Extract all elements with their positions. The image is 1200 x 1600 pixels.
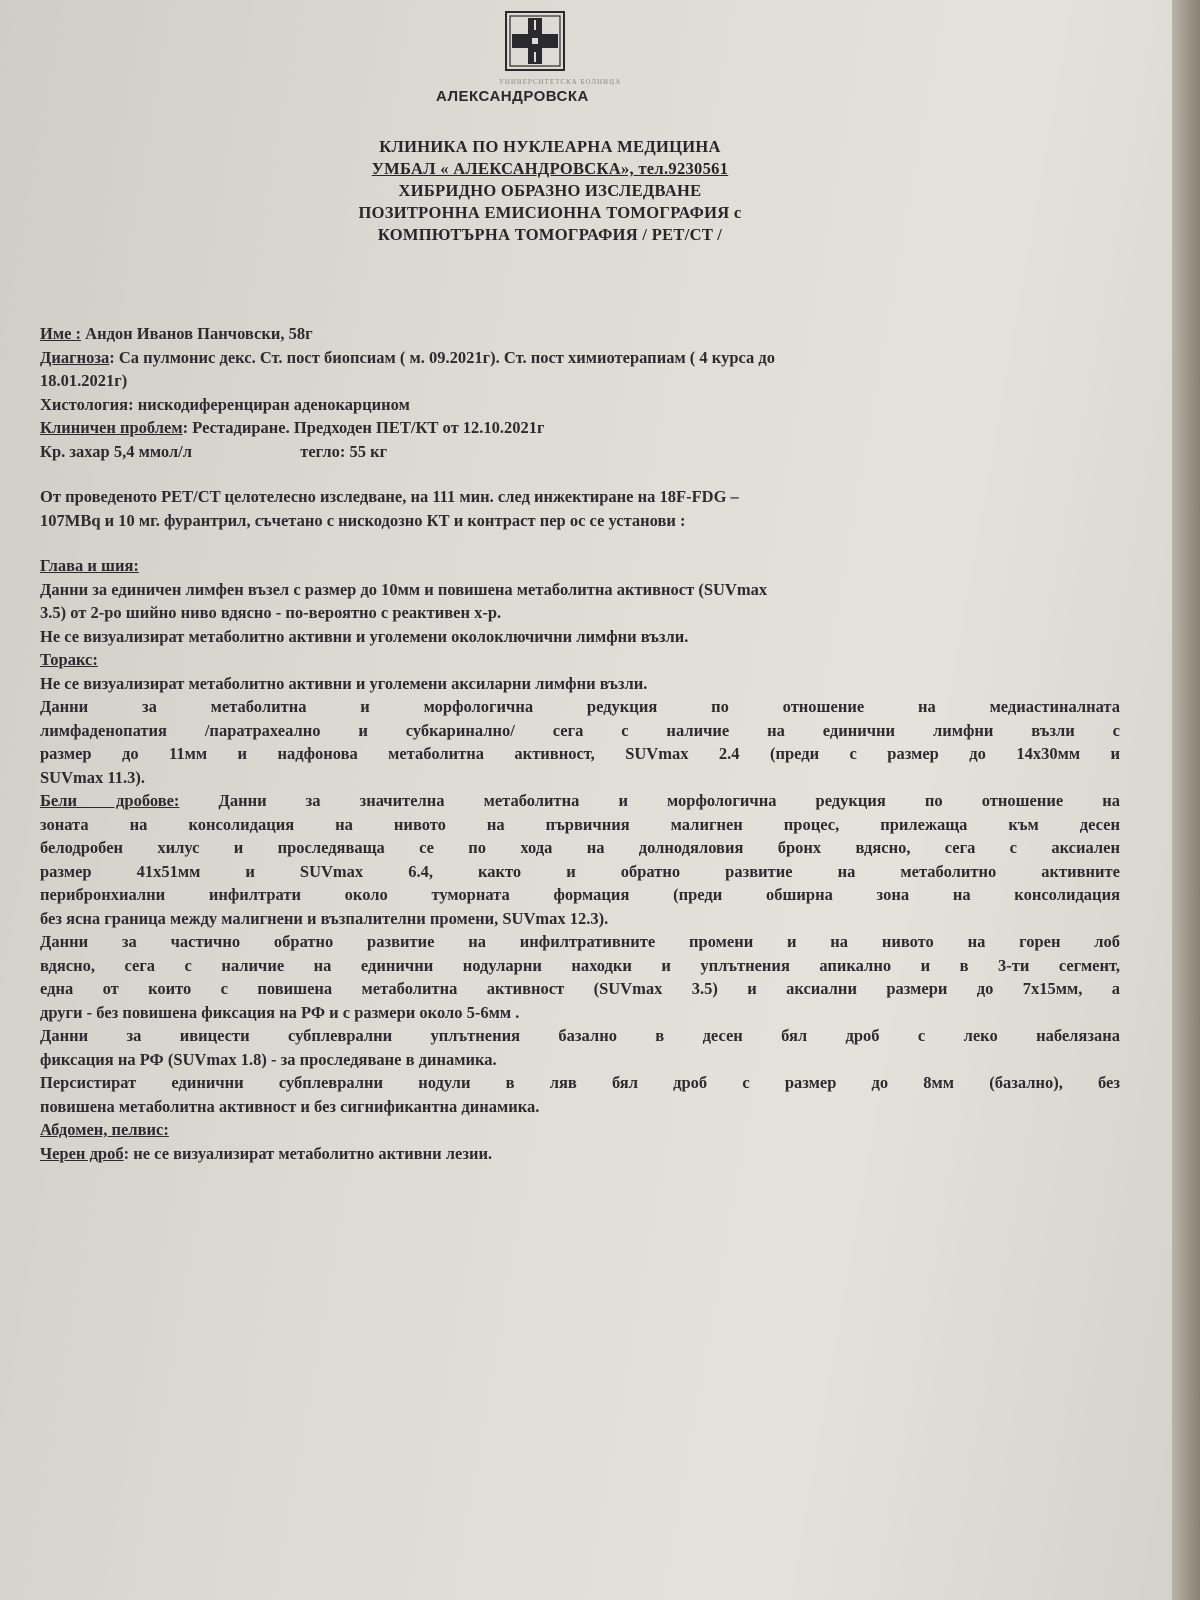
lungs-line-9: една от които с повишена метаболитна активност (SUVmax 3.5) и аксиални размери до 7х15мм, а [40,979,1120,998]
lungs-line-8: вдясно, сега с наличие на единични нодуларни находки и уплътнения апикално и в 3-ти сегмент, [40,955,1120,975]
lungs-line-13: Персистират единични субплеврални нодули в ляв бял дроб с размер до 8мм (базално), без [40,1073,1120,1092]
cross-logo-icon [502,8,568,74]
lungs-line-2: зоната на консолидация на нивото на първичния малигнен процес, прилежаща към десен [40,814,1120,834]
lungs-line-5: перибронхиални инфилтрати около туморната формация (преди обширна зона на консолидация [40,885,1120,904]
clinical-problem-line [40,416,1120,440]
diagnosis-value: : Ca пулмонис декс. Ст. пост биопсиам ( м. 09.2021г). Ст. пост химиотерапиам ( 4 курса до [109,347,776,367]
section-thorax-title: Торакс: [40,650,98,669]
lungs-line-14: повишена метаболитна активност и без сигнификантна динамика. [40,1096,540,1116]
report-body [40,322,1120,1165]
section-lungs-title: Бели дробове: [40,791,180,810]
section-abdomen-title: Абдомен, пелвис: [40,1120,169,1139]
thorax-line-1: Не се визуализират метаболитно активни и уголемени аксиларни лимфни възли. [40,673,648,693]
exam-title-1: ПОЗИТРОННА ЕМИСИОННА ТОМОГРАФИЯ с [358,203,742,222]
page-edge-shadow [1172,0,1200,1600]
lungs-line-7: Данни за частично обратно развитие на инфилтративните промени и на нивото на горен лоб [40,932,1120,951]
head-neck-line-3: Не се визуализират метаболитно активни и уголемени околоключични лимфни възли. [40,626,689,646]
logo-subtitle: УНИВЕРСИТЕТСКА БОЛНИЦА [498,78,622,86]
head-neck-line-1: Данни за единичен лимфен възел с размер до 10мм и повишена метаболитна активност (SUVmax [40,579,768,599]
hospital-logo [480,8,622,88]
body-weight: тегло: 55 кг [300,441,388,461]
clinic-name: КЛИНИКА ПО НУКЛЕАРНА МЕДИЦИНА [379,137,721,156]
histology-line: Хистология: нискодиференциран аденокарцином [40,394,410,414]
lungs-line-10: други - без повишена фиксация на РФ и с размери около 5-6мм . [40,1002,520,1022]
lungs-line-1 [40,789,1120,813]
lungs-line-6: без ясна граница между малигнени и възпалителни промени, SUVmax 12.3). [40,908,609,928]
report-header [290,136,810,246]
section-head-neck-title: Глава и шия: [40,556,139,575]
thorax-line-5: SUVmax 11.3). [40,767,145,787]
liver-line [40,1142,1120,1166]
logo-name: АЛЕКСАНДРОВСКА [436,88,589,105]
clinical-problem-value: : Рестадиране. Предходен ПЕТ/КТ от 12.10.2021г [182,418,545,437]
thorax-line-2: Данни за метаболитна и морфологична редукция по отношение на медиастиналната [40,697,1120,716]
blood-sugar: Кр. захар 5,4 ммол/л [40,441,192,461]
lungs-line-4: размер 41х51мм и SUVmax 6.4, както и обратно развитие на метаболитно активните [40,861,1120,881]
intro-line-1: От проведеното PET/CT целотелесно изследване, на 111 мин. след инжектиране на 18F-FDG – [40,487,739,506]
liver-label: Черен дроб [40,1143,124,1163]
head-neck-line-2: 3.5) от 2-ро шийно ниво вдясно - по-вероятно с реактивен х-р. [40,603,502,622]
thorax-line-3: лимфаденопатия /паратрахеално и субкаринално/ сега с наличие на единични лимфни възли с [40,720,1120,740]
diagnosis-label: Диагноза [40,347,110,367]
exam-type: ХИБРИДНО ОБРАЗНО ИЗСЛЕДВАНЕ [398,181,702,200]
thorax-line-4: размер до 11мм и надфонова метаболитна активност, SUVmax 2.4 (преди с размер до 14х30мм и [40,744,1120,763]
hospital-contact: УМБАЛ « АЛЕКСАНДРОВСКА», тел.9230561 [371,159,729,178]
lungs-line-11: Данни за ивицести субплеврални уплътнения базално в десен бял дроб с леко набелязана [40,1026,1120,1045]
clinical-problem-label: Клиничен проблем [40,418,183,437]
sugar-weight-line [40,440,1120,464]
lungs-p1-l1: Данни за значителна метаболитна и морфологична редукция по отношение на [179,791,1120,810]
lungs-line-3: белодробен хилус и проследяваща се по хода на долнодяловия бронх вдясно, сега с аксиален [40,838,1120,857]
lungs-line-12: фиксация на РФ (SUVmax 1.8) - за проследяване в динамика. [40,1049,497,1069]
exam-title-2: КОМПЮТЪРНА ТОМОГРАФИЯ / PET/CT / [377,225,723,244]
diagnosis-line [40,346,1120,370]
intro-line-2: 107MBq и 10 мг. фурантрил, съчетано с нискодозно КТ и контраст пер ос се установи : [40,510,686,530]
patient-name-line [40,322,1120,346]
diagnosis-line-2: 18.01.2021г) [40,371,128,390]
liver-value: : не се визуализират метаболитно активни лезии. [123,1143,493,1163]
patient-name-label: Име : [40,324,82,343]
patient-name-value: Андон Иванов Панчовски, 58г [85,324,313,343]
